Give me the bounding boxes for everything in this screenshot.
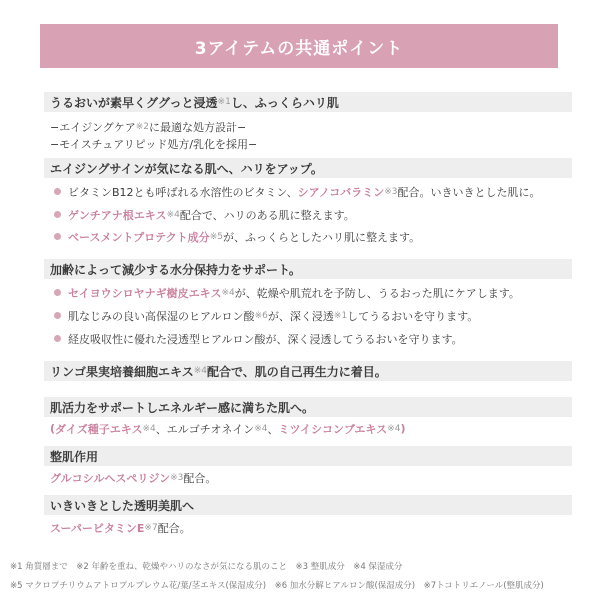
text: が、深く浸透 bbox=[267, 309, 334, 323]
ingredient-line bbox=[50, 519, 580, 536]
ingredient-line bbox=[50, 420, 580, 437]
ingredient-name: ベースメントプロテクト成分 bbox=[68, 230, 210, 244]
ingredient-name: ミツイシコンブエキス bbox=[278, 422, 388, 436]
text: してうるおいを守ります。 bbox=[347, 309, 479, 323]
footnote-mark: ※4 bbox=[193, 366, 208, 376]
bullet-item bbox=[54, 284, 580, 301]
bullet-item bbox=[54, 183, 580, 200]
bullet-item bbox=[54, 330, 580, 347]
heading-text: エイジングサインが気になる肌へ、ハリをアップ。 bbox=[50, 161, 323, 176]
heading-text: 配合で、肌の自己再生力に着目。 bbox=[207, 364, 387, 379]
text: −モイスチュアリピッド処方/乳化を採用− bbox=[50, 137, 258, 151]
heading-text: 肌活力をサポートしエネルギー感に満ちた肌へ。 bbox=[50, 400, 315, 415]
footnote-mark: ※6 bbox=[254, 310, 268, 321]
heading-text: リンゴ果実培養細胞エキス bbox=[50, 364, 194, 379]
text: が、ふっくらとしたハリ肌に整えます。 bbox=[222, 230, 421, 244]
section-heading-apple-extract bbox=[44, 361, 572, 381]
footnote-mark: ※1 bbox=[333, 310, 348, 321]
text: 配合。 bbox=[183, 471, 217, 485]
ingredient-name: ゲンチアナ根エキス bbox=[68, 208, 167, 222]
bullet-icon bbox=[54, 211, 61, 218]
text: に最適な処方設計− bbox=[149, 120, 247, 134]
text: 配合で、ハリのある肌に整えます。 bbox=[179, 208, 355, 222]
ingredient-name: スーパービタミンE bbox=[50, 521, 145, 535]
bullet-item bbox=[54, 228, 580, 245]
ingredient-name: シアノコバラミン bbox=[297, 185, 385, 199]
ingredient-line bbox=[50, 469, 580, 486]
text: 、 bbox=[267, 422, 279, 436]
text: ) bbox=[400, 422, 406, 435]
text: ( bbox=[50, 422, 56, 435]
page-title: 3アイテムの共通ポイント bbox=[40, 24, 558, 68]
feature-line bbox=[50, 135, 580, 152]
footnote-mark: ※4 bbox=[166, 209, 180, 220]
footnote-mark: ※1 bbox=[217, 97, 231, 107]
footnote-mark: ※3 bbox=[170, 472, 184, 483]
text: 肌なじみの良い高保湿のヒアルロン酸 bbox=[68, 309, 255, 323]
footnote-line: ※5 マクロプチリウムアトロプルプレウム花/葉/茎エキス(保湿成分) ※6 加水分解ヒアルロン酸(保湿成分) ※7トコトリエノール(整肌成分) bbox=[10, 581, 544, 591]
footnote-mark: ※4 bbox=[254, 423, 268, 434]
ingredient-name: グルコシルヘスペリジン bbox=[50, 471, 171, 485]
footnote-mark: ※7 bbox=[144, 522, 158, 533]
text: が、乾燥や肌荒れを予防し、うるおった肌にケアします。 bbox=[234, 286, 520, 300]
bullet-icon bbox=[54, 188, 61, 195]
section-heading-skin-conditioning bbox=[44, 446, 572, 466]
footnote-line: ※1 角質層まで ※2 年齢を重ね、乾燥やハリのなさが気になる肌のこと ※3 整肌成分 ※4 保湿成分 bbox=[10, 562, 403, 572]
footnote-mark: ※4 bbox=[221, 287, 235, 298]
text: 配合。 bbox=[157, 521, 191, 535]
bullet-item bbox=[54, 307, 580, 324]
section-heading-moisture bbox=[44, 92, 572, 112]
heading-text: いきいきとした透明美肌へ bbox=[50, 498, 195, 513]
footnote-mark: ※3 bbox=[384, 186, 398, 197]
section-heading-moisture-retention bbox=[44, 259, 572, 279]
footnote-mark: ※4 bbox=[387, 423, 401, 434]
bullet-icon bbox=[54, 233, 61, 240]
bullet-icon bbox=[54, 335, 61, 342]
heading-text: うるおいが素早くググっと浸透 bbox=[50, 95, 218, 110]
heading-text: し、ふっくらハリ肌 bbox=[230, 95, 339, 110]
heading-text: 加齢によって減少する水分保持力をサポート。 bbox=[50, 262, 301, 277]
section-heading-energy bbox=[44, 397, 572, 417]
bullet-item bbox=[54, 206, 580, 223]
text: 配合。いきいきとした肌に。 bbox=[397, 185, 541, 199]
heading-text: 整肌作用 bbox=[50, 449, 99, 464]
text: ビタミンB12とも呼ばれる水溶性のビタミン、 bbox=[68, 185, 298, 199]
feature-line bbox=[50, 118, 580, 135]
bullet-icon bbox=[54, 289, 61, 296]
text: −エイジングケア bbox=[50, 120, 136, 134]
bullet-icon bbox=[54, 312, 61, 319]
footnote-mark: ※2 bbox=[135, 121, 150, 132]
ingredient-name: ダイズ種子エキス bbox=[55, 422, 143, 436]
text: 経皮吸収性に優れた浸透型ヒアルロン酸が、深く浸透してうるおいを守ります。 bbox=[68, 332, 463, 346]
footnote-mark: ※4 bbox=[142, 423, 156, 434]
ingredient-name: セイヨウシロヤナギ樹皮エキス bbox=[68, 286, 222, 300]
section-heading-translucent-skin bbox=[44, 495, 572, 515]
text: 、エルゴチオネイン bbox=[155, 422, 255, 436]
footnote-mark: ※5 bbox=[209, 231, 223, 242]
section-heading-aging-signs bbox=[44, 158, 572, 178]
